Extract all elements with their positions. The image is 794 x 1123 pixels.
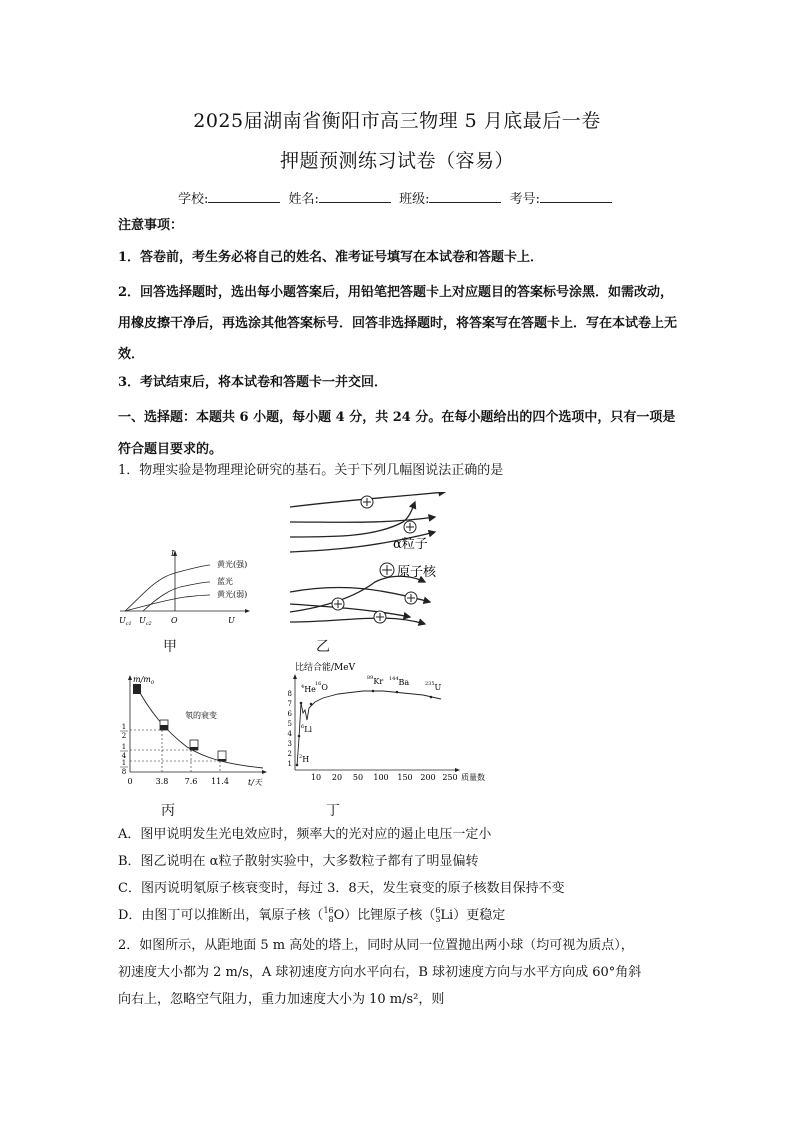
ding-y-tick-6: 6 [287, 710, 292, 718]
ding-x-tick-150: 150 [397, 773, 413, 782]
bing-tick-half-num: 1 [121, 723, 127, 731]
bing-tick-eighth-num: 1 [121, 759, 127, 767]
ding-y-label: 比结合能/MeV [295, 663, 356, 673]
q2-line-1: 2．如图所示，从距地面 5 m 高处的塔上，同时从同一位置抛出两小球（均可视为质点）， [118, 938, 634, 953]
ding-y-tick-7: 7 [287, 700, 292, 708]
exam-title-line1: 2025届湖南省衡阳市高三物理 5 月底最后一卷 [193, 110, 601, 132]
yi-alpha-label: α粒子 [393, 537, 428, 552]
exam-title-line2: 押题预测练习试卷（容易） [279, 150, 514, 172]
bing-x-tick-38: 3.8 [155, 777, 169, 786]
ding-nuclide-he: $^4$He [301, 684, 316, 694]
oxygen-nuclide-indices: 16 8 [323, 906, 334, 924]
ding-y-tick-5: 5 [287, 720, 292, 728]
jia-y-label: I [171, 549, 175, 558]
ding-nuclide-ba: $^{144}$Ba [389, 676, 410, 687]
bing-x-tick-76: 7.6 [184, 777, 198, 786]
bing-tick-half-den: 2 [121, 732, 127, 740]
bing-x-tick-114: 11.4 [211, 777, 229, 786]
jia-x-label: U [228, 616, 235, 625]
figure-jia-caption: 甲 [163, 639, 177, 655]
exam-number-label: 考号: [509, 192, 540, 207]
q1-option-c: C．图丙说明氡原子核衰变时，每过 3．8天，发生衰变的原子核数目保持不变 [118, 881, 565, 896]
bing-x-label: t/天 [248, 778, 262, 787]
lithium-symbol: Li [440, 908, 454, 923]
lithium-nuclide-indices: 6 3 [435, 906, 441, 924]
q1-stem: 1．物理实验是物理理论研究的基石。关于下列几幅图说法正确的是 [118, 463, 504, 478]
jia-uc2-label: $U_{c2}$ [139, 616, 152, 627]
figure-ding-caption: 丁 [326, 803, 340, 819]
bing-tick-quarter-den: 4 [121, 752, 127, 760]
jia-curve-yellow-weak: 黄光(弱) [217, 590, 248, 599]
option-d-prefix: D．由图丁可以推断出，氧原子核（ [118, 908, 324, 923]
ding-x-tick-100: 100 [373, 773, 389, 782]
figure-bing-radon-decay [115, 672, 270, 792]
ding-x-tick-50: 50 [352, 773, 364, 782]
q1-option-d [118, 903, 678, 929]
option-d-mid: ）比锂原子核（ [344, 908, 436, 923]
ding-y-tick-1: 1 [287, 760, 292, 768]
q1-option-b: B．图乙说明在 α粒子散射实验中，大多数粒子都有了明显偏转 [118, 854, 479, 869]
ding-nuclide-h: $^2$H [299, 754, 310, 764]
bing-tick-quarter-num: 1 [121, 743, 127, 751]
notice-heading: 注意事项： [118, 218, 184, 233]
ding-y-tick-8: 8 [287, 690, 292, 698]
figure-yi-alpha-scattering [285, 492, 455, 632]
jia-uc1-label: $U_{c1}$ [119, 616, 132, 627]
exam-number-blank [540, 190, 612, 203]
school-label: 学校: [178, 192, 209, 207]
ding-x-tick-10: 10 [310, 773, 322, 782]
bing-tick-eighth-den: 8 [121, 768, 127, 776]
ding-x-tick-200: 200 [420, 773, 436, 782]
ding-nuclide-kr: $^{89}$Kr [367, 675, 384, 686]
option-d-suffix: ）更稳定 [453, 908, 506, 923]
oxygen-symbol: O [333, 908, 345, 923]
figure-ding-binding-energy [283, 658, 493, 786]
school-blank [208, 190, 280, 203]
figure-yi-caption: 乙 [316, 639, 330, 655]
ding-nuclide-o: $^{16}$O [315, 681, 328, 692]
q1-option-a: A．图甲说明发生光电效应时，频率大的光对应的遏止电压一定小 [118, 827, 492, 842]
figure-jia-photoelectric [115, 548, 250, 630]
ding-y-tick-3: 3 [287, 740, 292, 748]
ding-y-tick-4: 4 [287, 730, 292, 738]
notice-item-3: 3．考试结束后，将本试卷和答题卡一并交回． [118, 375, 388, 390]
ding-nuclide-li: $^6$Li [301, 724, 313, 734]
q2-line-2: 初速度大小都为 2 m/s，A 球初速度方向水平向右，B 球初速度方向与水平方向成 60°角斜 [118, 965, 642, 980]
ding-nuclide-u: $^{235}$U [425, 681, 442, 692]
jia-curve-blue: 蓝光 [217, 577, 233, 586]
notice-item-2: 2．回答选择题时，选出每小题答案后，用铅笔把答题卡上对应题目的答案标号涂黑．如需改动，用橡皮擦干净后，再选涂其他答案标号．回答非选择题时，将答案写在答题卡上．写在本试卷上无效． [118, 285, 678, 362]
ding-x-label: 质量数 [461, 773, 485, 782]
q2-line-3: 向右上，忽略空气阻力，重力加速度大小为 10 m/s²，则 [118, 992, 445, 1007]
ding-x-tick-250: 250 [442, 773, 458, 782]
bing-x-tick-0: 0 [127, 777, 133, 786]
name-blank [319, 190, 391, 203]
bing-y-label: $m/m_0$ [133, 675, 155, 686]
yi-nucleus-label: 原子核 [397, 565, 437, 580]
section1-heading: 一、选择题：本题共 6 小题，每小题 4 分，共 24 分。在每小题给出的四个选项中，只有一项是符合题目要求的。 [118, 410, 676, 457]
class-blank [429, 190, 501, 203]
figure-bing-caption: 丙 [161, 803, 175, 819]
ding-y-tick-2: 2 [287, 750, 292, 758]
class-label: 班级: [399, 192, 430, 207]
student-info-line [0, 188, 794, 207]
bing-title: 氡的衰变 [185, 711, 217, 720]
name-label: 姓名: [288, 192, 319, 207]
ding-x-tick-20: 20 [331, 773, 343, 782]
jia-origin-label: O [171, 616, 178, 625]
notice-item-1: 1．答卷前，考生务必将自己的姓名、准考证号填写在本试卷和答题卡上． [118, 250, 544, 265]
jia-curve-yellow-strong: 黄光(强) [217, 560, 248, 569]
